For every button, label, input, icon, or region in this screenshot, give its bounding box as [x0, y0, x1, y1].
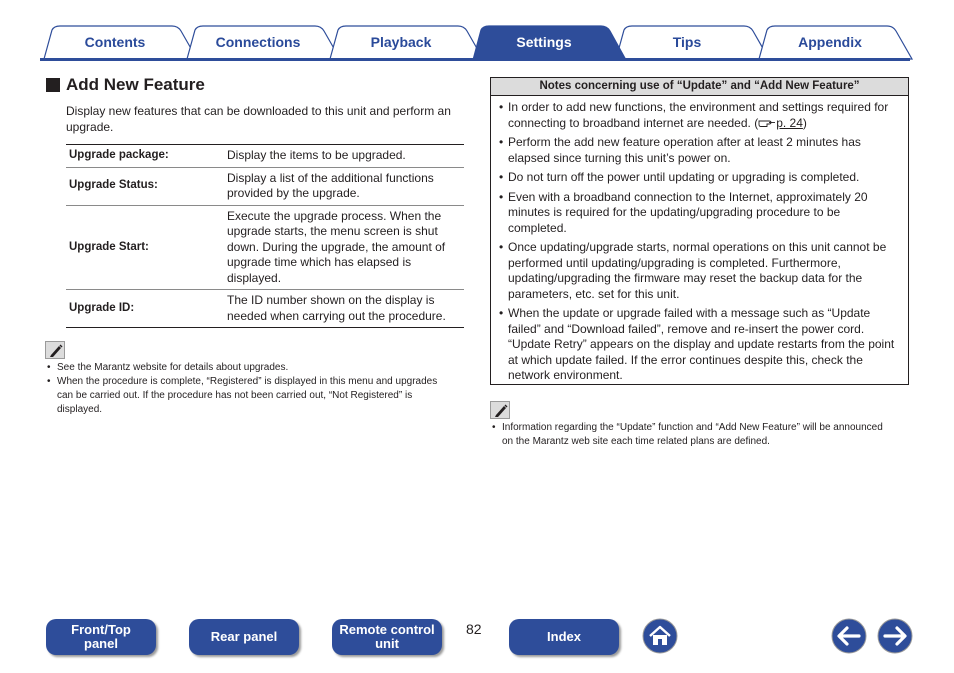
index-button[interactable] — [509, 619, 619, 655]
tab-appendix[interactable]: Appendix — [798, 34, 862, 50]
button-label: Remote control — [339, 622, 435, 637]
tab-tips[interactable]: Tips — [672, 34, 702, 50]
notes-box-title: Notes concerning use of “Update” and “Add New Feature” — [491, 78, 908, 96]
pointing-hand-icon — [758, 116, 776, 130]
table-row — [66, 167, 464, 205]
right-notes-list — [492, 421, 887, 449]
table-value: Execute the upgrade process. When the upgrade starts, the menu screen is shut down. During the upgrade, the amount of upgrade time which has elapsed is displayed. — [224, 205, 464, 290]
tab-bar — [0, 0, 954, 64]
table-value: The ID number shown on the display is needed when carrying out the procedure. — [224, 290, 464, 328]
table-value: Display a list of the additional functions provided by the upgrade. — [224, 167, 464, 205]
list-item: • When the update or upgrade failed with a message such as “Update failed” and “Download failed”, remove and re-insert the power cord. “Update Retry” appears on the display and update restarts from the point at which update failed. If the error continues despite this, check the network environment. — [499, 306, 900, 384]
list-item: • Even with a broadband connection to the Internet, approximately 20 minutes is required for the updating/upgrading procedure to be completed. — [499, 190, 900, 237]
tab-connections[interactable]: Connections — [215, 34, 301, 50]
rear-panel-button[interactable] — [189, 619, 299, 655]
heading-marker — [46, 78, 60, 92]
button-label: Front/Top — [71, 622, 131, 637]
table-row — [66, 145, 464, 168]
table-key: Upgrade Start: — [66, 205, 224, 290]
memo-icon — [45, 341, 65, 359]
table-key: Upgrade Status: — [66, 167, 224, 205]
list-item: • When the procedure is complete, “Registered” is displayed in this menu and upgrades can be carried out. If the procedure has not been carried out, “Not Registered” is displayed. — [47, 375, 442, 417]
table-row — [66, 290, 464, 328]
home-icon[interactable] — [642, 618, 678, 654]
button-label: Rear panel — [210, 629, 278, 644]
upgrade-spec-table — [66, 144, 464, 328]
table-key: Upgrade ID: — [66, 290, 224, 328]
button-label: unit — [375, 636, 399, 651]
memo-icon — [490, 401, 510, 419]
back-arrow-icon[interactable] — [831, 618, 867, 654]
section-intro: Display new features that can be downloaded to this unit and perform an upgrade. — [66, 104, 451, 134]
page-number: 82 — [466, 621, 482, 637]
button-label: Index — [547, 629, 581, 644]
remote-control-unit-button[interactable] — [332, 619, 442, 655]
tab-settings[interactable]: Settings — [516, 34, 572, 50]
tab-playback[interactable]: Playback — [370, 34, 432, 50]
list-item: • Once updating/upgrade starts, normal operations on this unit cannot be performed until updating/upgrading is completed. Furthermore, updating/upgrading the firmware may reset the backup data for the parameters, etc. set for this unit. — [499, 240, 900, 302]
notes-box-list — [491, 96, 908, 384]
table-value: Display the items to be upgraded. — [224, 145, 464, 168]
table-row — [66, 205, 464, 290]
list-item: • Perform the add new feature operation after at least 2 minutes has elapsed since turning this unit’s power on. — [499, 135, 900, 166]
update-notes-box — [490, 77, 909, 385]
list-item: • Information regarding the “Update” function and “Add New Feature” will be announced on the Marantz web site each time related plans are defined. — [492, 421, 887, 449]
tab-contents[interactable]: Contents — [84, 34, 146, 50]
forward-arrow-icon[interactable] — [877, 618, 913, 654]
left-notes-list — [47, 361, 442, 417]
table-key: Upgrade package: — [66, 145, 224, 168]
button-label: panel — [84, 636, 118, 651]
tab-bar-shapes — [0, 0, 954, 64]
list-item: • In order to add new functions, the environment and settings required for connecting to broadband internet are needed. ( p. 24) — [499, 100, 900, 131]
list-item-text: In order to add new functions, the environment and settings required for connecting to broadband internet are needed. — [508, 100, 889, 130]
page-reference-link[interactable]: p. 24 — [776, 115, 803, 130]
list-item: • See the Marantz website for details about upgrades. — [47, 361, 442, 375]
section-title: Add New Feature — [66, 75, 205, 94]
front-top-panel-button[interactable] — [46, 619, 156, 655]
list-item: • Do not turn off the power until updating or upgrading is completed. — [499, 170, 900, 186]
